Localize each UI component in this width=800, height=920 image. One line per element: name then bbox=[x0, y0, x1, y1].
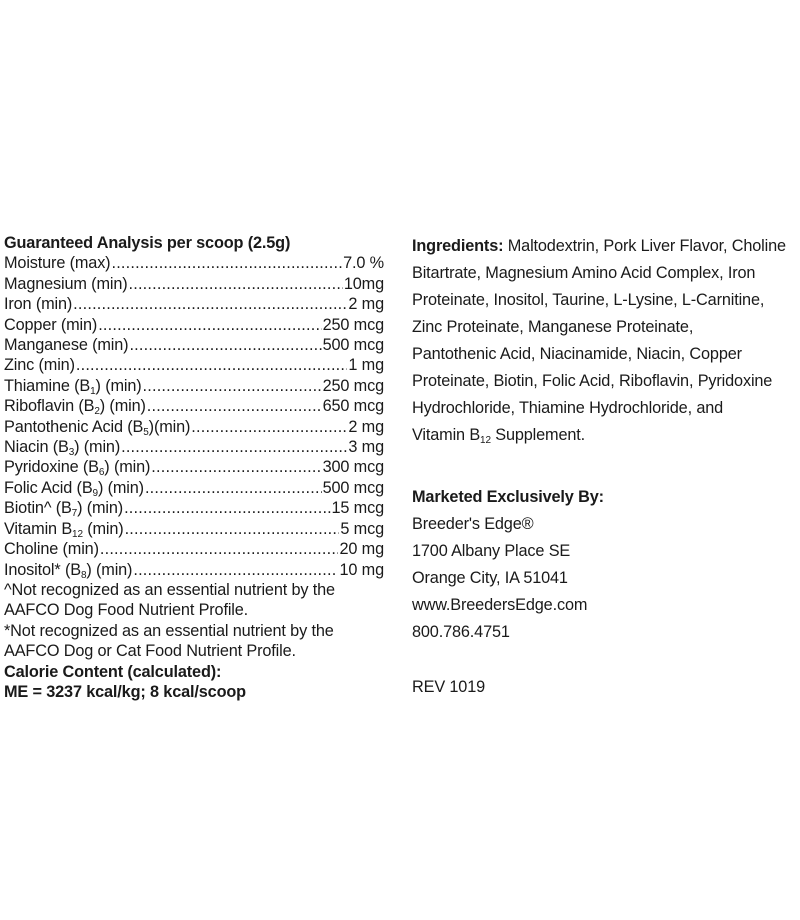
nutrient-name: Manganese (min) bbox=[4, 336, 129, 355]
footnote-line: ^Not recognized as an essential nutrient by the bbox=[4, 580, 335, 599]
nutrient-row bbox=[4, 457, 384, 477]
dot-leader bbox=[151, 457, 321, 477]
nutrient-name: Magnesium (min) bbox=[4, 274, 128, 293]
nutrient-row bbox=[4, 437, 384, 457]
marketer-section bbox=[412, 484, 800, 646]
nutrient-name-subscript: 1 bbox=[90, 385, 96, 397]
ingredients-line-4: Zinc Proteinate, Manganese Proteinate, bbox=[412, 318, 694, 336]
dot-leader bbox=[147, 396, 322, 416]
marketer-company: Breeder's Edge® bbox=[412, 515, 534, 533]
marketer-address-line-1: 1700 Albany Place SE bbox=[412, 542, 571, 560]
nutrient-value: 2 mg bbox=[348, 295, 384, 314]
nutrient-value: 300 mcg bbox=[322, 458, 384, 477]
nutrient-name-pre: Inositol* (B bbox=[4, 560, 81, 579]
dot-leader bbox=[129, 274, 343, 294]
dot-leader bbox=[121, 437, 347, 457]
nutrient-value: 7.0 % bbox=[343, 254, 384, 273]
ingredients-line-6: Proteinate, Biotin, Folic Acid, Riboflavin, Pyridoxine bbox=[412, 372, 773, 390]
nutrient-row bbox=[4, 539, 384, 559]
ingredients-text-1: Maltodextrin, Pork Liver Flavor, Choline bbox=[503, 237, 786, 255]
nutrient-row bbox=[4, 335, 384, 355]
nutrient-row bbox=[4, 478, 384, 498]
ingredients-line-8 bbox=[412, 422, 800, 449]
nutrient-value: 15 mcg bbox=[331, 499, 384, 518]
dot-leader bbox=[133, 560, 338, 580]
ingredients-line-3: Proteinate, Inositol, Taurine, L-Lysine, L-Carnitine, bbox=[412, 291, 765, 309]
nutrient-row bbox=[4, 315, 384, 335]
nutrient-row bbox=[4, 355, 384, 375]
nutrient-name-post: ) (min) bbox=[104, 458, 151, 477]
ingredients-line-8-pre: Vitamin B bbox=[412, 426, 481, 444]
nutrient-name-pre: Folic Acid (B bbox=[4, 478, 93, 497]
nutrient-name-pre: Riboflavin (B bbox=[4, 397, 95, 416]
footnote-line: AAFCO Dog or Cat Food Nutrient Profile. bbox=[4, 642, 296, 661]
nutrient-name-subscript: 12 bbox=[72, 528, 83, 540]
nutrient-name-post: )(min) bbox=[148, 417, 191, 436]
nutrient-value: 20 mg bbox=[339, 540, 384, 559]
nutrient-name-post: ) (min) bbox=[77, 499, 124, 518]
nutrient-name: Choline (min) bbox=[4, 540, 99, 559]
ingredients-line-5: Pantothenic Acid, Niacinamide, Niacin, Copper bbox=[412, 345, 742, 363]
ingredients-line-7: Hydrochloride, Thiamine Hydrochloride, and bbox=[412, 399, 724, 417]
nutrient-row bbox=[4, 560, 384, 580]
dot-leader bbox=[125, 519, 340, 539]
dot-leader bbox=[76, 355, 348, 375]
nutrient-name bbox=[4, 417, 190, 437]
nutrient-name-post: ) (min) bbox=[86, 560, 133, 579]
nutrient-name bbox=[4, 478, 144, 498]
nutrient-value: 2 mg bbox=[348, 417, 384, 436]
guaranteed-analysis-section bbox=[4, 233, 384, 702]
dot-leader bbox=[129, 335, 321, 355]
nutrient-list bbox=[4, 253, 384, 580]
nutrient-value: 5 mcg bbox=[340, 519, 384, 538]
nutrient-name-subscript: 5 bbox=[143, 426, 149, 438]
dot-leader bbox=[191, 417, 347, 437]
nutrient-value: 250 mcg bbox=[322, 315, 384, 334]
nutrient-name bbox=[4, 560, 132, 580]
nutrient-name: Moisture (max) bbox=[4, 254, 111, 273]
nutrient-name-pre: Niacin (B bbox=[4, 438, 69, 457]
nutrient-value: 1 mg bbox=[348, 356, 384, 375]
nutrient-name-pre: Pyridoxine (B bbox=[4, 458, 99, 477]
nutrient-name-subscript: 6 bbox=[98, 467, 105, 479]
ingredients-line-2: Bitartrate, Magnesium Amino Acid Complex, Iron bbox=[412, 264, 756, 282]
marketer-phone: 800.786.4751 bbox=[412, 623, 510, 641]
nutrient-value: 650 mcg bbox=[322, 397, 384, 416]
nutrient-name-post: ) (min) bbox=[97, 478, 144, 497]
footnote-line: AAFCO Dog Food Nutrient Profile. bbox=[4, 601, 249, 620]
nutrient-row bbox=[4, 417, 384, 437]
nutrient-name: Iron (min) bbox=[4, 295, 73, 314]
dot-leader bbox=[145, 478, 322, 498]
nutrient-value: 250 mcg bbox=[322, 376, 384, 395]
nutrient-name bbox=[4, 396, 146, 416]
nutrient-name bbox=[4, 457, 150, 477]
marketer-address-line-2: Orange City, IA 51041 bbox=[412, 569, 568, 587]
nutrient-name: Zinc (min) bbox=[4, 356, 75, 375]
nutrient-name-subscript: 3 bbox=[68, 447, 75, 459]
nutrient-name-post: ) (min) bbox=[99, 397, 146, 416]
nutrient-row bbox=[4, 498, 384, 518]
dot-leader bbox=[100, 539, 339, 559]
footnote-line: *Not recognized as an essential nutrient by the bbox=[4, 621, 334, 640]
nutrient-name bbox=[4, 498, 123, 518]
nutrient-name bbox=[4, 376, 142, 396]
nutrient-name-subscript: 2 bbox=[94, 406, 100, 418]
nutrient-name-pre: Biotin^ (B bbox=[4, 499, 72, 518]
nutrient-row bbox=[4, 253, 384, 273]
dot-leader bbox=[98, 315, 321, 335]
nutrient-name bbox=[4, 519, 124, 539]
nutrient-name-pre: Thiamine (B bbox=[4, 376, 91, 395]
right-column bbox=[412, 233, 800, 701]
nutrient-name-pre: Vitamin B bbox=[4, 519, 73, 538]
ingredients-label: Ingredients: bbox=[412, 237, 504, 255]
marketer-label: Marketed Exclusively By: bbox=[412, 488, 604, 506]
ingredients-line-8-post: Supplement. bbox=[490, 426, 585, 444]
nutrient-name bbox=[4, 437, 120, 457]
dot-leader bbox=[124, 498, 330, 518]
dot-leader bbox=[111, 253, 342, 273]
ingredients-section bbox=[412, 233, 800, 449]
footnote-list bbox=[4, 580, 384, 662]
nutrient-name-post: ) (min) bbox=[74, 438, 121, 457]
calorie-content-value: ME = 3237 kcal/kg; 8 kcal/scoop bbox=[4, 682, 246, 701]
nutrient-value: 10mg bbox=[343, 274, 384, 293]
nutrient-name-post: (min) bbox=[82, 519, 124, 538]
ingredients-line-8-sub: 12 bbox=[480, 435, 491, 446]
nutrient-name-pre: Pantothenic Acid (B bbox=[4, 417, 144, 436]
nutrient-value: 500 mcg bbox=[322, 478, 384, 497]
nutrient-name-subscript: 9 bbox=[92, 487, 98, 499]
nutrient-name: Copper (min) bbox=[4, 315, 98, 334]
nutrient-value: 10 mg bbox=[339, 560, 384, 579]
nutrient-row bbox=[4, 294, 384, 314]
nutrient-name-subscript: 7 bbox=[71, 508, 78, 520]
nutrient-row bbox=[4, 376, 384, 396]
nutrient-row bbox=[4, 274, 384, 294]
nutrient-row bbox=[4, 396, 384, 416]
nutrient-name-post: ) (min) bbox=[95, 376, 142, 395]
nutrient-name-subscript: 8 bbox=[80, 569, 87, 581]
marketer-website: www.BreedersEdge.com bbox=[412, 596, 588, 614]
nutrient-row bbox=[4, 519, 384, 539]
guaranteed-analysis-heading: Guaranteed Analysis per scoop (2.5g) bbox=[4, 234, 291, 252]
revision-code: REV 1019 bbox=[412, 678, 486, 696]
dot-leader bbox=[143, 376, 322, 396]
nutrient-value: 500 mcg bbox=[322, 336, 384, 355]
dot-leader bbox=[73, 294, 347, 314]
ingredients-line-1 bbox=[412, 233, 800, 260]
calorie-content-heading: Calorie Content (calculated): bbox=[4, 662, 222, 681]
nutrient-value: 3 mg bbox=[348, 438, 384, 457]
